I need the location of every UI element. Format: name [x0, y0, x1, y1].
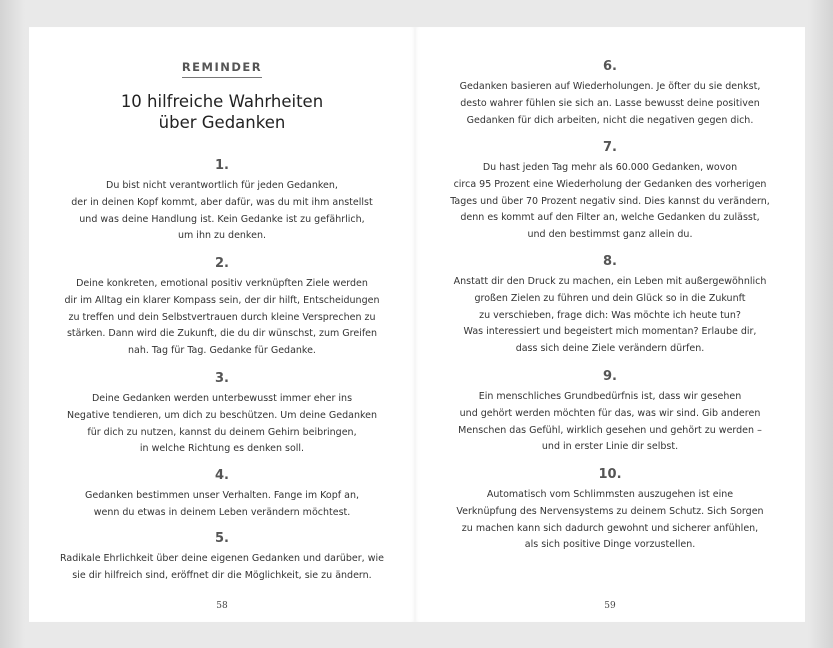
- title-line: über Gedanken: [158, 113, 286, 132]
- text-line: dass sich deine Ziele verändern dürfen.: [515, 343, 705, 355]
- right-page: [415, 27, 805, 622]
- text-line: Deine Gedanken werden unterbewusst immer eher ins: [91, 393, 353, 404]
- entry-number: 10.: [598, 467, 622, 482]
- truth-entry-2: [29, 255, 415, 360]
- text-line: Verknüpfung des Nervensystems zu deinem Schutz. Sich Sorgen: [456, 505, 764, 517]
- text-line: Gedanken bestimmen unser Verhalten. Fange im Kopf an,: [85, 490, 359, 501]
- kicker-label: REMINDER: [182, 60, 262, 78]
- entry-number: 3.: [215, 371, 229, 386]
- text-line: zu verschieben, frage dich: Was möchte ich heute tun?: [479, 309, 741, 321]
- text-line: Gedanken basieren auf Wiederholungen. Je öfter du sie denkst,: [459, 81, 761, 92]
- text-line: der in deinen Kopf kommt, aber dafür, was du mit ihm anstellst: [71, 196, 373, 208]
- entry-text: [29, 276, 415, 360]
- text-line: sie dir hilfreich sind, eröffnet dir die Möglichkeit, sie zu ändern.: [72, 569, 372, 581]
- page-title: [29, 91, 415, 133]
- entry-number: 6.: [603, 59, 617, 74]
- text-line: und den bestimmst ganz allein du.: [527, 229, 693, 241]
- text-line: als sich positive Dinge vorzustellen.: [524, 539, 696, 551]
- entry-text: [29, 391, 415, 458]
- text-line: großen Zielen zu führen und dein Glück so in die Zukunft: [474, 292, 746, 304]
- truth-entry-7: [415, 139, 805, 244]
- text-line: Was interessiert und begeistert mich momentan? Erlaube dir,: [463, 326, 757, 338]
- text-line: in welche Richtung es denken soll.: [139, 443, 305, 455]
- text-line: stärken. Dann wird die Zukunft, die du dir wünschst, zum Greifen: [66, 328, 378, 340]
- entry-text: [415, 160, 805, 244]
- text-line: circa 95 Prozent eine Wiederholung der Gedanken des vorherigen: [453, 178, 767, 190]
- truth-entry-8: [415, 253, 805, 358]
- page-number: 59: [604, 601, 616, 611]
- entry-number: 7.: [603, 140, 617, 155]
- entry-text: [415, 274, 805, 358]
- page-number: 58: [216, 601, 228, 611]
- entry-text: [415, 79, 805, 129]
- truth-entry-4: [29, 467, 415, 522]
- text-line: Du hast jeden Tag mehr als 60.000 Gedanken, wovon: [482, 162, 738, 173]
- entry-text: [415, 487, 805, 554]
- text-line: Gedanken für dich arbeiten, nicht die negativen gegen dich.: [466, 114, 754, 126]
- entry-text: [415, 389, 805, 456]
- text-line: Du bist nicht verantwortlich für jeden Gedanken,: [106, 180, 338, 191]
- text-line: Ein menschliches Grundbedürfnis ist, dass wir gesehen: [478, 391, 742, 402]
- text-line: denn es kommt auf den Filter an, welche Gedanken du zulässt,: [460, 212, 760, 224]
- text-line: um ihn zu denken.: [178, 230, 266, 242]
- entry-text: [29, 488, 415, 522]
- text-line: Menschen das Gefühl, wirklich gesehen und gehört zu werden –: [458, 424, 762, 436]
- entry-number: 8.: [603, 254, 617, 269]
- text-line: Anstatt dir den Druck zu machen, ein Leben mit außergewöhnlich: [453, 276, 767, 287]
- text-line: Negative tendieren, um dich zu beschützen. Um deine Gedanken: [66, 409, 378, 421]
- title-line: 10 hilfreiche Wahrheiten: [120, 92, 324, 111]
- entry-number: 5.: [215, 531, 229, 546]
- left-page: [29, 27, 415, 622]
- text-line: und gehört werden möchten für das, was wir sind. Gib anderen: [459, 407, 761, 419]
- text-line: nah. Tag für Tag. Gedanke für Gedanke.: [128, 345, 316, 357]
- text-line: für dich zu nutzen, kannst du deinem Gehirn beibringen,: [87, 426, 357, 438]
- text-line: und was deine Handlung ist. Kein Gedanke ist zu gefährlich,: [79, 213, 365, 225]
- text-line: und in erster Linie dir selbst.: [541, 441, 679, 453]
- text-line: dir im Alltag ein klarer Kompass sein, der dir hilft, Entscheidungen: [64, 294, 380, 306]
- text-line: Deine konkreten, emotional positiv verknüpften Ziele werden: [76, 278, 368, 289]
- text-line: Radikale Ehrlichkeit über deine eigenen Gedanken und darüber, wie: [60, 553, 384, 564]
- truth-entry-3: [29, 370, 415, 458]
- text-line: Automatisch vom Schlimmsten auszugehen ist eine: [486, 489, 734, 500]
- text-line: desto wahrer fühlen sie sich an. Lasse bewusst deine positiven: [460, 97, 760, 109]
- truth-entry-9: [415, 368, 805, 456]
- entry-number: 1.: [215, 158, 229, 173]
- truth-entry-1: [29, 157, 415, 245]
- text-line: wenn du etwas in deinem Leben verändern möchtest.: [93, 506, 351, 518]
- entry-number: 4.: [215, 468, 229, 483]
- truth-entry-10: [415, 466, 805, 554]
- text-line: zu machen kann sich dadurch gewohnt und sicherer anfühlen,: [461, 522, 759, 534]
- text-line: Tages und über 70 Prozent negativ sind. Dies kannst du verändern,: [450, 195, 770, 207]
- truth-entry-6: [415, 58, 805, 129]
- section-kicker: [29, 60, 415, 78]
- entry-number: 9.: [603, 369, 617, 384]
- entry-text: [29, 178, 415, 245]
- text-line: zu treffen und dein Selbstvertrauen durch kleine Versprechen zu: [68, 311, 376, 323]
- truth-entry-5: [29, 530, 415, 585]
- entry-text: [29, 551, 415, 585]
- entry-number: 2.: [215, 256, 229, 271]
